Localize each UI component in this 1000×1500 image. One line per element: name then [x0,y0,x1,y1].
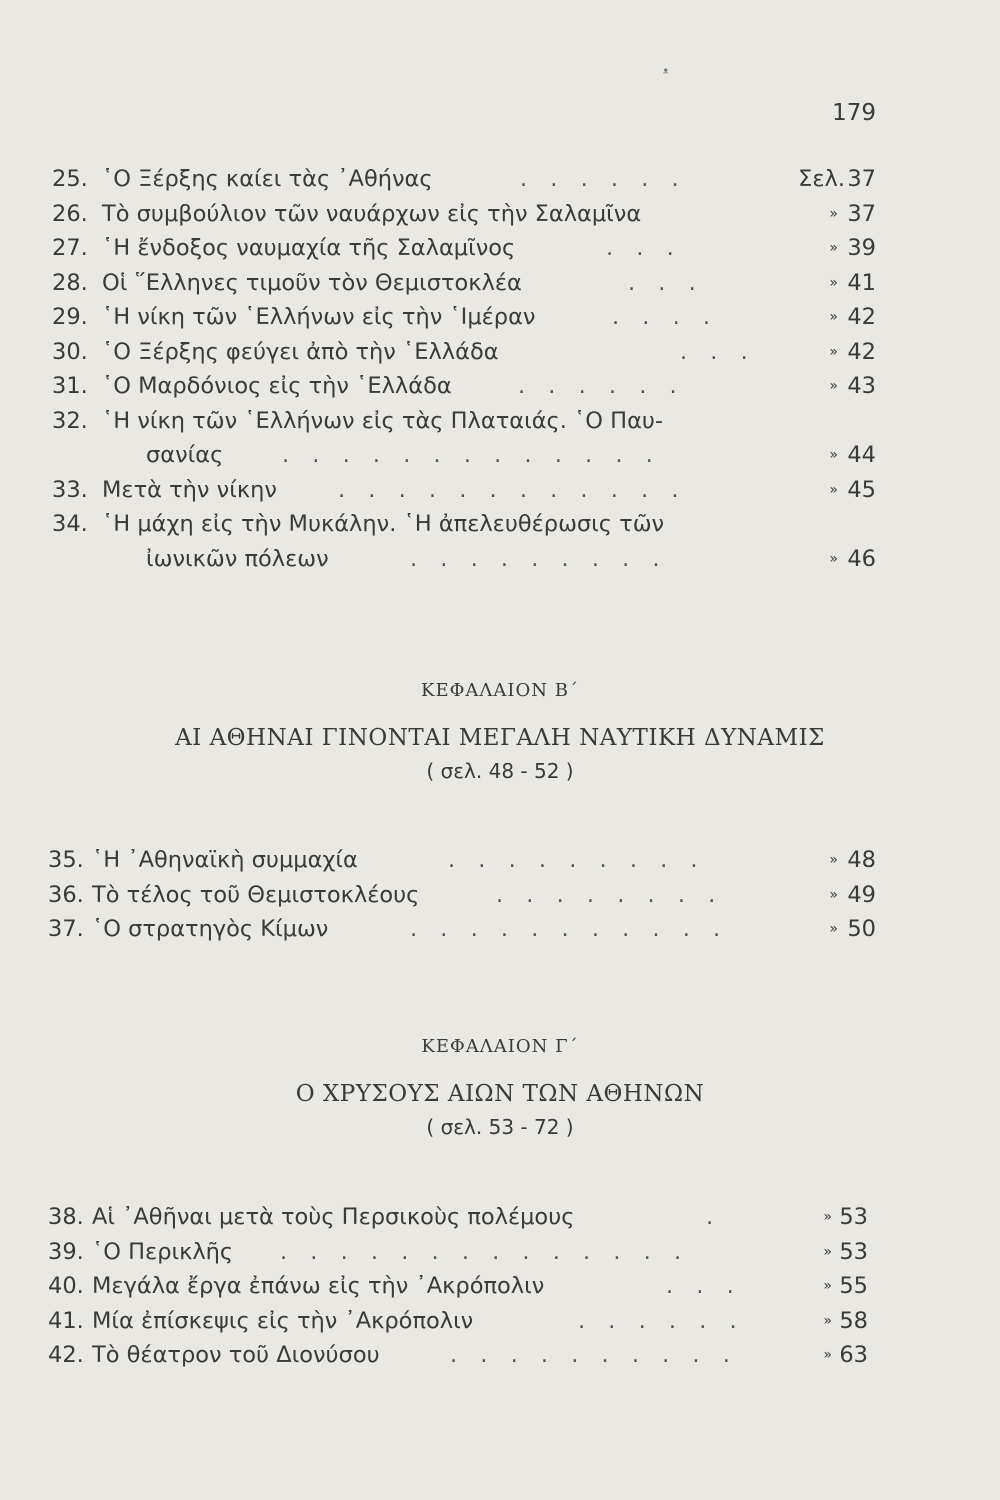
leader-dots: . . . . [612,304,719,330]
toc-entry [0,1200,1000,1235]
toc-section-1 [0,162,1000,576]
ditto-mark: » [829,240,838,256]
toc-section-chapter-c [0,1200,1000,1373]
ditto-mark: » [829,921,838,937]
ditto-mark: » [829,274,838,291]
entry-page: 42 [847,338,876,365]
toc-entry [0,404,1000,439]
toc-entry [0,1235,1000,1270]
leader-dots: . . . . . . [520,166,687,192]
toc-entry [0,507,1000,542]
entry-number: 35. [48,847,84,873]
toc-entry [0,335,1000,370]
entry-number: 28. [52,269,88,296]
entry-title: Μία ἐπίσκεψις εἰς τὴν ᾿Ακρόπολιν [92,1307,474,1334]
ditto-mark: » [829,886,838,903]
toc-entry [0,473,1000,508]
entry-page: 45 [847,476,876,503]
ditto-mark: » [829,852,838,868]
chapter-heading: ΑΙ ΑΘΗΝΑΙ ΓΙΝΟΝΤΑΙ ΜΕΓΑΛΗ ΝΑΥΤΙΚΗ ΔΥΝΑΜΙΣ [175,725,825,751]
entry-title: Τὸ συμβούλιον τῶν ναυάρχων εἰς τὴν Σαλαμῖνα [102,200,642,227]
ditto-mark: » [823,1209,832,1225]
leader-dots: . [706,1204,722,1230]
entry-page: 49 [847,881,876,908]
entry-number: 25. [52,166,88,192]
ditto-mark: » [823,1243,832,1260]
toc-entry [0,878,1000,913]
ditto-mark: » [829,550,838,567]
toc-entry-continuation [0,542,1000,577]
entry-title: Αἱ ᾿Αθῆναι μετὰ τοὺς Περσικοὺς πολέμους [92,1204,575,1230]
entry-title: Μεγάλα ἔργα ἐπάνω εἰς τὴν ᾿Ακρόπολιν [92,1273,545,1299]
entry-number: 31. [52,373,88,399]
entry-title: ῾Η νίκη τῶν ῾Ελλήνων εἰς τὰς Πλαταιάς. ῾Ο Παυ- [102,407,664,434]
entry-page: 53 [839,1204,868,1230]
entry-number: 26. [52,200,88,227]
chapter-label: ΚΕΦΑΛΑΙΟΝ Γ΄ [421,1036,579,1057]
toc-section-chapter-b [0,843,1000,947]
entry-title: Τὸ τέλος τοῦ Θεμιστοκλέους [92,881,420,908]
leader-dots: . . . [628,269,704,296]
toc-entry [0,369,1000,404]
leader-dots: . . . . . . [578,1307,745,1334]
entry-title: ῾Η μάχη εἰς τὴν Μυκάλην. ῾Η ἀπελευθέρωσις τῶν [102,511,665,537]
entry-title: ῾Ο Μαρδόνιος εἰς τὴν ῾Ελλάδα [102,373,452,399]
leader-dots: . . . . . . . . . . . [410,916,729,942]
entry-page: 53 [839,1238,868,1265]
entry-number: 40. [48,1273,84,1299]
entry-page: 37 [847,166,876,192]
ditto-mark: » [829,205,838,222]
toc-entry [0,1304,1000,1339]
leader-dots: . . . [680,338,756,365]
leader-dots: . . . . . . . . . [410,545,668,572]
entry-page: 48 [847,847,876,873]
chapter-c-header [0,1036,1000,1139]
entry-title: Τὸ θέατρον τοῦ Διονύσου [92,1342,380,1368]
toc-entry [0,300,1000,335]
toc-entry [0,1338,1000,1373]
leader-dots: . . . [666,1273,742,1299]
leader-dots: . . . . . . . . . . . . . [282,442,661,468]
entry-page: 43 [847,373,876,399]
entry-title: ῾Η νίκη τῶν ῾Ελλήνων εἰς τὴν ῾Ιμέραν [102,304,536,330]
ditto-mark: » [829,309,838,325]
entry-title: ῾Ο στρατηγὸς Κίμων [92,916,329,942]
toc-entry [0,197,1000,232]
leader-dots: . . . [606,235,682,261]
entry-number: 37. [48,916,84,942]
leader-dots: . . . . . . . . . . . . [338,476,687,503]
entry-number: 41. [48,1307,84,1334]
ditto-mark: » [829,378,838,394]
chapter-page-range: ( σελ. 48 - 52 ) [426,759,574,783]
entry-page: 37 [847,200,876,227]
chapter-heading: Ο ΧΡΥΣΟΥΣ ΑΙΩΝ ΤΩΝ ΑΘΗΝΩΝ [295,1081,705,1107]
entry-number: 29. [52,304,88,330]
page-number: 179 [832,100,876,126]
entry-number: 39. [48,1238,84,1265]
entry-page: 55 [839,1273,868,1299]
chapter-label: ΚΕΦΑΛΑΙΟΝ Β΄ [421,680,579,701]
entry-page: 50 [847,916,876,942]
ditto-mark: » [823,1347,832,1363]
leader-dots: . . . . . . . . . . . . . . [280,1238,690,1265]
entry-number: 33. [52,476,88,503]
toc-entry [0,912,1000,947]
entry-page: 39 [847,235,876,261]
leader-dots: . . . . . . . . . [448,847,706,873]
toc-entry-continuation [0,438,1000,473]
entry-number: 38. [48,1204,84,1230]
entry-page: 63 [839,1342,868,1368]
ornament-mark: ᵜ [663,65,669,81]
entry-number: 36. [48,881,84,908]
page-abbrev: Σελ. [798,166,845,192]
entry-title-continuation: σανίας [146,442,224,468]
entry-number: 27. [52,235,88,261]
ditto-mark: » [823,1278,832,1294]
entry-number: 30. [52,338,88,365]
toc-entry [0,266,1000,301]
entry-number: 34. [52,511,88,537]
entry-number: 42. [48,1342,84,1368]
leader-dots: . . . . . . . . . . [450,1342,738,1368]
ditto-mark: » [829,343,838,360]
toc-entry [0,843,1000,878]
toc-entry [0,231,1000,266]
chapter-b-header [0,680,1000,783]
entry-title: Μετὰ τὴν νίκην [102,476,277,503]
ditto-mark: » [829,481,838,498]
leader-dots: . . . . . . [518,373,685,399]
entry-number: 32. [52,407,88,434]
toc-entry [0,162,1000,197]
ditto-mark: » [829,447,838,463]
chapter-page-range: ( σελ. 53 - 72 ) [426,1115,574,1139]
entry-page: 44 [847,442,876,468]
entry-title: Οἱ ῞Ελληνες τιμοῦν τὸν Θεμιστοκλέα [102,269,522,296]
entry-title-continuation: ἰωνικῶν πόλεων [146,545,329,572]
entry-page: 58 [839,1307,868,1334]
entry-page: 46 [847,545,876,572]
entry-page: 42 [847,304,876,330]
entry-title: ῾Ο Περικλῆς [92,1238,234,1265]
entry-page: 41 [847,269,876,296]
entry-title: ῾Η ᾿Αθηναϊκὴ συμμαχία [92,847,358,873]
entry-title: ῾Ο Ξέρξης καίει τὰς ᾿Αθήνας [102,166,433,192]
leader-dots: . . . . . . . . [496,881,724,908]
entry-title: ῾Η ἔνδοξος ναυμαχία τῆς Σαλαμῖνος [102,235,516,261]
ditto-mark: » [823,1312,832,1329]
entry-title: ῾Ο Ξέρξης φεύγει ἀπὸ τὴν ῾Ελλάδα [102,338,499,365]
toc-entry [0,1269,1000,1304]
